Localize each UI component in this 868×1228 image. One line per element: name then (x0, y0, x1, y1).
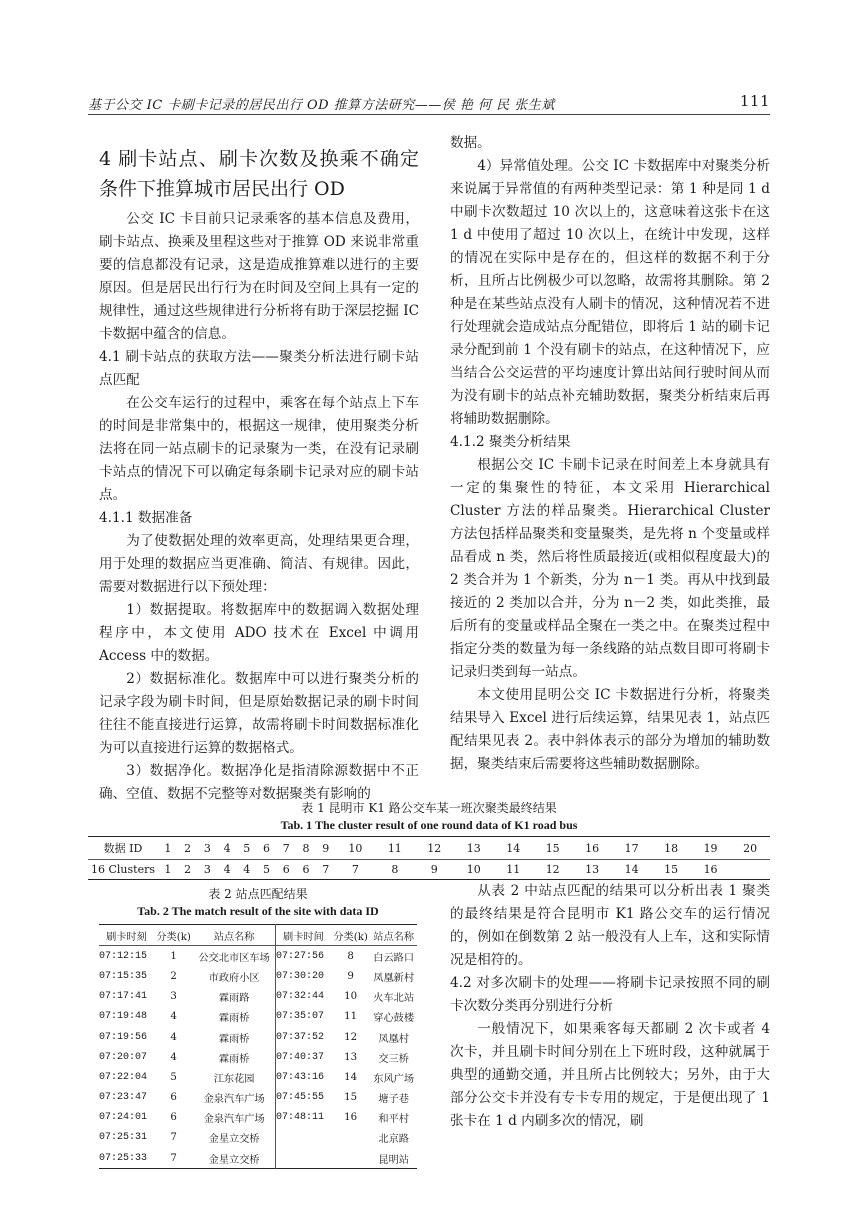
table-cell: 2 (170, 970, 177, 982)
table-cell (275, 1148, 330, 1169)
table-cell: 6 (302, 863, 310, 876)
left-column (99, 144, 419, 806)
table2-caption (99, 886, 417, 920)
table1 (88, 836, 770, 880)
table-header-cell: 站点名称 (193, 925, 275, 946)
table-cell: 07:22:04 (99, 1071, 148, 1083)
paragraph: 1）数据提取。将数据库中的数据调入数据处理程序中，本文使用 ADO 技术在 Excel 中调用 Access 中的数据。 (99, 602, 419, 664)
table-row (99, 1047, 417, 1067)
table-cell: 07:24:01 (99, 1112, 148, 1124)
table-cell: 1 (164, 863, 172, 876)
table-cell: 07:20:07 (99, 1051, 148, 1063)
table2-caption-cn: 表 2 站点匹配结果 (208, 887, 308, 901)
table-cell: 8 (347, 950, 354, 962)
table-cell: 6 (282, 863, 290, 876)
table-cell: 2 (184, 863, 192, 876)
table-cell: 15 (344, 1092, 358, 1104)
table-cell: 江东花园 (213, 1073, 255, 1085)
table-cell: 塘子巷 (378, 1094, 409, 1106)
table-cell: 07:30:20 (275, 966, 330, 986)
table-header-cell: 分类(k) (154, 925, 193, 946)
table-cell: 5 (263, 863, 271, 876)
table-cell: 10 (466, 863, 481, 876)
table-cell: 07:12:15 (99, 950, 148, 962)
table-cell: 6 (257, 837, 277, 860)
table-cell: 07:25:31 (99, 1132, 148, 1144)
table-row (99, 1108, 417, 1128)
paragraph: 根据公交 IC 卡刷卡记录在时间差上本身就具有一定的集聚性的特征，本文采用 Hierarchical Cluster 方法的样品聚类。Hierarchical Cluster 方法包括样品聚类和变量聚类，是先将 n 个变量或样品看成 n 类，然后将性质最接近(或相似程度最大)的 2 类合并为 1 个新类，分为 n－1 类。再从中找到最接近的 2 类加以合并，分为 n－2 类，如此类推，最后所有的变量或样品全聚在一类之中。在聚类过程中指定分类的数量为每一条线路的站点数目即可将刷卡记录归类到每一站点。 (450, 457, 770, 680)
table-cell: 3 (197, 837, 217, 860)
table-cell-empty (730, 860, 770, 880)
lower-right-column (450, 880, 770, 1133)
table-cell: 13 (454, 837, 493, 860)
table-cell: 金星立交桥 (208, 1154, 260, 1166)
page-number: 111 (739, 92, 770, 110)
table-cell: 4 (243, 863, 251, 876)
paragraph: 本文使用昆明公交 IC 卡数据进行分析，将聚类结果导入 Excel 进行后续运算，结果见表 1，站点匹配结果见表 2。表中斜体表示的部分为增加的辅助数据，聚类结束后需要将这些辅助数据删除。 (450, 687, 770, 772)
table-cell: 07:45:55 (275, 1088, 330, 1108)
table-cell: 2 (178, 837, 198, 860)
table1-caption-en: Tab. 1 The cluster result of one round data of K1 road bus (280, 818, 578, 832)
table-header-row (99, 925, 417, 946)
table-cell: 18 (651, 837, 690, 860)
paragraph: 从表 2 中站点匹配的结果可以分析出表 1 聚类的最终结果是符合昆明市 K1 路公交车的运行情况的，例如在倒数第 2 站一般没有人上车，这和实际情况是相符的。 (450, 883, 770, 968)
table-cell: 霖雨桥 (218, 1013, 250, 1025)
table-row (99, 1007, 417, 1027)
table-cell: 1 (170, 950, 177, 962)
table-cell: 14 (493, 837, 532, 860)
table-cell: 数据 ID (88, 837, 158, 860)
table-cell: 07:40:37 (275, 1047, 330, 1067)
table-cell: 17 (612, 837, 651, 860)
table-cell: 1 (158, 837, 178, 860)
table-cell: 金泉汽车广场 (203, 1094, 265, 1106)
paragraph: 数据。 (450, 135, 491, 151)
table-cell: 公交北市区车场 (198, 952, 270, 964)
table-cell: 10 (344, 991, 358, 1003)
table-body (99, 946, 417, 1169)
paragraph: 为了使数据处理的效率更高，处理结果更合理，用于处理的数据应当更准确、简洁、有规律。因此，需要对数据进行以下预处理： (99, 533, 419, 595)
table-cell: 14 (344, 1071, 358, 1083)
table-cell: 4 (217, 837, 237, 860)
subsection-title-4-2: 4.2 对多次刷卡的处理——将刷卡记录按照不同的刷卡次数分类再分别进行分析 (450, 975, 770, 1014)
table-cell: 07:35:07 (275, 1007, 330, 1027)
table-cell (331, 1128, 370, 1148)
table-header-cell: 站点名称 (370, 925, 417, 946)
table-cell: 07:25:33 (99, 1152, 148, 1164)
table2-caption-en: Tab. 2 The match result of the site with data ID (137, 904, 379, 918)
subsection-title-4-1-2: 4.1.2 聚类分析结果 (450, 434, 571, 450)
paragraph: 4）异常值处理。公交 IC 卡数据库中对聚类分析来说属于异常值的有两种类型记录：第 1 种是同 1 d 中刷卡次数超过 10 次以上的，这意味着这张卡在这 1 d 中使用了超过 10 次以上，在统计中发现，这样的情况在实际中是存在的，但这样的数据不利于分析，且所占比例极少可以忽略，故需将其删除。第 2 种是在某些站点没有人刷卡的情况，这种情况若不进行处理就会造成站点分配错位，即将后 1 站的刷卡记录分配到前 1 个没有刷卡的站点，在这种情况下，应当结合公交运营的平均速度计算出站间行驶时间从而为没有刷卡的站点补充辅助数据，聚类分析结束后再将辅助数据删除。 (450, 158, 770, 427)
table-cell: 3 (170, 991, 177, 1003)
table-cell: 07:15:35 (99, 970, 148, 982)
table-cell: 19 (691, 837, 730, 860)
table-cell: 07:17:41 (99, 991, 148, 1003)
table-row (99, 946, 417, 967)
table-cell: 20 (730, 837, 770, 860)
table-cell: 7 (170, 1132, 177, 1144)
table-cell: 8 (391, 863, 399, 876)
table-row (99, 966, 417, 986)
subsection-title-4-1-1: 4.1.1 数据准备 (99, 510, 193, 526)
table-cell: 15 (664, 863, 679, 876)
table-cell: 和平村 (378, 1114, 409, 1126)
table-row (99, 1088, 417, 1108)
table-cell: 07:27:56 (275, 946, 330, 967)
table-cell: 07:43:16 (275, 1067, 330, 1087)
table-cell: 12 (545, 863, 560, 876)
table-cell: 7 (276, 837, 296, 860)
table-cell: 3 (203, 863, 211, 876)
table-cell: 凤凰村 (378, 1033, 409, 1045)
table-cell: 07:23:47 (99, 1092, 148, 1104)
table-cell: 东风广场 (373, 1073, 415, 1085)
table-row (88, 860, 770, 880)
table-cell: 07:19:56 (99, 1031, 148, 1043)
table-header-cell: 刷卡时刻 (99, 925, 154, 946)
paragraph: 3）数据净化。数据净化是指清除源数据中不正确、空值、数据不完整等对数据聚类有影响的 (99, 763, 419, 802)
table-cell: 交三桥 (378, 1053, 409, 1065)
table-cell: 13 (585, 863, 600, 876)
table-cell: 白云路口 (373, 952, 415, 964)
table-cell: 13 (344, 1051, 358, 1063)
table-cell: 10 (336, 837, 375, 860)
table-row (88, 837, 770, 860)
table-cell: 5 (170, 1071, 177, 1083)
table-cell: 16 (572, 837, 611, 860)
table-cell: 07:32:44 (275, 987, 330, 1007)
table-cell: 穿心鼓楼 (373, 1013, 415, 1025)
table-cell: 7 (322, 863, 330, 876)
table-cell: 11 (506, 863, 521, 876)
table-cell: 市政府小区 (208, 972, 260, 984)
table-cell: 6 (170, 1092, 177, 1104)
table-cell: 7 (170, 1152, 177, 1164)
table-cell: 07:37:52 (275, 1027, 330, 1047)
table-cell: 霖雨桥 (218, 1033, 250, 1045)
table-cell: 北京路 (378, 1134, 409, 1146)
table-cell: 07:48:11 (275, 1108, 330, 1128)
table-cell (275, 1128, 330, 1148)
paragraph: 公交 IC 卡目前只记录乘客的基本信息及费用，刷卡站点、换乘及里程这些对于推算 OD 来说非常重要的信息都没有记录，这是造成推算难以进行的主要原因。但是居民出行行为在时间及空间上具有一定的规律性，通过这些规律进行分析将有助于深层挖掘 IC 卡数据中蕴含的信息。 (99, 211, 419, 342)
section-title-4: 4 刷卡站点、刷卡次数及换乘不确定条件下推算城市居民出行 OD (99, 148, 419, 200)
table-cell: 6 (170, 1112, 177, 1124)
table-row (99, 1128, 417, 1148)
paragraph: 一般情况下，如果乘客每天都刷 2 次卡或者 4 次卡，并且刷卡时间分别在上下班时段，这种就属于典型的通勤交通，并且所占比例较大；另外，由于大部分公交卡并没有专卡专用的规定，于是便出现了 1 张卡在 1 d 内刷多次的情况，刷 (450, 1021, 770, 1129)
table-cell: 昆明站 (378, 1154, 409, 1166)
table-row (99, 1027, 417, 1047)
table-cell: 11 (344, 1011, 358, 1023)
table-cell: 9 (430, 863, 438, 876)
table-cell: 9 (316, 837, 336, 860)
table1-caption-cn: 表 1 昆明市 K1 路公交车某一班次聚类最终结果 (301, 801, 557, 815)
subsection-title-4-1: 4.1 刷卡站点的获取方法——聚类分析法进行刷卡站点匹配 (99, 349, 419, 388)
table-cell: 4 (170, 1051, 177, 1063)
table-cell: 9 (347, 970, 354, 982)
running-title: 基于公交 IC 卡刷卡记录的居民出行 OD 推算方法研究——侯 艳 何 民 张生斌 (88, 98, 555, 113)
table-cell: 火车北站 (373, 993, 415, 1005)
table-cell: 15 (533, 837, 572, 860)
table1-caption (88, 800, 770, 834)
running-header (88, 92, 770, 115)
table-cell: 16 (344, 1112, 358, 1124)
table-cell: 8 (296, 837, 316, 860)
paragraph: 2）数据标准化。数据库中可以进行聚类分析的记录字段为刷卡时间，但是原始数据记录的刷卡时间往往不能直接进行运算，故需将刷卡时间数据标准化为可以直接进行运算的数据格式。 (99, 671, 419, 756)
table-header-cell: 分类(k) (331, 925, 370, 946)
right-column (450, 132, 770, 776)
table-header-cell: 刷卡时间 (275, 925, 330, 946)
table-cell: 霖雨路 (218, 993, 250, 1005)
table2 (99, 924, 417, 1169)
table-cell: 16 Clusters (91, 863, 155, 876)
table-cell (331, 1148, 370, 1169)
table-cell: 16 (703, 863, 718, 876)
table-cell: 4 (170, 1011, 177, 1023)
table-row (99, 1148, 417, 1169)
table-cell: 12 (415, 837, 454, 860)
table-cell: 4 (223, 863, 231, 876)
table-cell: 07:19:48 (99, 1011, 148, 1023)
table-cell: 凤凰新村 (373, 972, 415, 984)
table-cell: 11 (375, 837, 414, 860)
table-cell: 金泉汽车广场 (203, 1114, 265, 1126)
table-row (99, 987, 417, 1007)
table-cell: 4 (170, 1031, 177, 1043)
table-cell: 金星立交桥 (208, 1134, 260, 1146)
table-cell: 14 (624, 863, 639, 876)
paragraph: 在公交车运行的过程中，乘客在每个站点上下车的时间是非常集中的，根据这一规律，使用聚类分析法将在同一站点刷卡的记录聚为一类，在没有记录刷卡站点的情况下可以确定每条刷卡记录对应的刷卡站点。 (99, 395, 419, 503)
table-row (99, 1067, 417, 1087)
table-cell: 7 (351, 863, 359, 876)
table-cell: 霖雨桥 (218, 1053, 250, 1065)
table-cell: 5 (237, 837, 257, 860)
table-cell: 12 (344, 1031, 358, 1043)
